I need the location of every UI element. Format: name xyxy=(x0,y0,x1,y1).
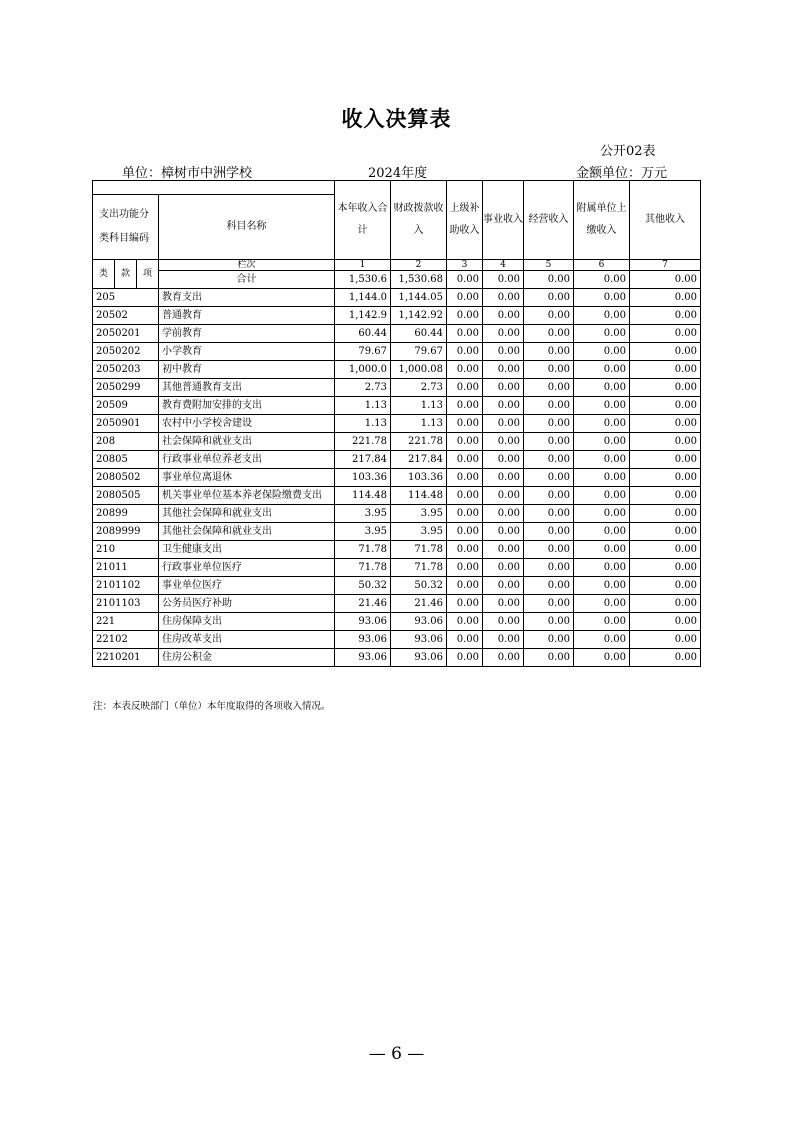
row-name: 其他社会保障和就业支出 xyxy=(159,505,335,523)
row-value: 0.00 xyxy=(447,343,483,361)
row-value: 0.00 xyxy=(483,289,524,307)
footnote: 注：本表反映部门（单位）本年度取得的各项收入情况。 xyxy=(93,701,331,712)
row-value: 0.00 xyxy=(483,361,524,379)
header-n3: 3 xyxy=(447,260,483,271)
row-value: 0.00 xyxy=(447,379,483,397)
row-code: 2050299 xyxy=(93,379,159,397)
row-value: 1,142.92 xyxy=(391,307,447,325)
row-value: 0.00 xyxy=(630,631,701,649)
row-value: 0.00 xyxy=(524,649,574,667)
row-value: 217.84 xyxy=(335,451,391,469)
row-name: 其他普通教育支出 xyxy=(159,379,335,397)
row-value: 0.00 xyxy=(483,649,524,667)
row-name: 初中教育 xyxy=(159,361,335,379)
row-value: 0.00 xyxy=(574,523,630,541)
row-value: 0.00 xyxy=(524,343,574,361)
header-index-row xyxy=(93,260,701,271)
row-value: 0.00 xyxy=(524,523,574,541)
row-value: 0.00 xyxy=(524,577,574,595)
row-value: 1,144.0 xyxy=(335,289,391,307)
row-name: 社会保障和就业支出 xyxy=(159,433,335,451)
page-title: 收入决算表 xyxy=(341,106,452,131)
row-value: 0.00 xyxy=(630,361,701,379)
row-value: 0.00 xyxy=(630,523,701,541)
row-value: 0.00 xyxy=(447,559,483,577)
table-row xyxy=(93,325,701,343)
row-value: 1.13 xyxy=(335,415,391,433)
row-value: 217.84 xyxy=(391,451,447,469)
row-name: 事业单位离退休 xyxy=(159,469,335,487)
row-code: 22102 xyxy=(93,631,159,649)
row-value: 0.00 xyxy=(574,631,630,649)
row-value: 0.00 xyxy=(447,361,483,379)
total-value: 1,530.68 xyxy=(391,271,447,289)
row-value: 0.00 xyxy=(524,559,574,577)
row-value: 0.00 xyxy=(574,325,630,343)
row-value: 0.00 xyxy=(447,307,483,325)
row-name: 学前教育 xyxy=(159,325,335,343)
row-code: 20502 xyxy=(93,307,159,325)
row-value: 0.00 xyxy=(574,577,630,595)
row-name: 教育费附加安排的支出 xyxy=(159,397,335,415)
row-value: 0.00 xyxy=(630,559,701,577)
table-row xyxy=(93,613,701,631)
row-value: 0.00 xyxy=(630,577,701,595)
table-row xyxy=(93,415,701,433)
row-value: 0.00 xyxy=(574,433,630,451)
row-value: 0.00 xyxy=(630,487,701,505)
row-code: 208 xyxy=(93,433,159,451)
row-value: 93.06 xyxy=(391,631,447,649)
row-value: 0.00 xyxy=(483,343,524,361)
row-value: 0.00 xyxy=(483,469,524,487)
row-value: 0.00 xyxy=(630,649,701,667)
row-value: 0.00 xyxy=(447,325,483,343)
total-row xyxy=(93,271,701,289)
row-value: 0.00 xyxy=(574,613,630,631)
row-name: 住房保障支出 xyxy=(159,613,335,631)
table-row xyxy=(93,541,701,559)
row-value: 0.00 xyxy=(574,469,630,487)
row-value: 0.00 xyxy=(630,415,701,433)
header-n4: 4 xyxy=(483,260,524,271)
row-value: 0.00 xyxy=(483,451,524,469)
row-value: 0.00 xyxy=(630,433,701,451)
header-col1: 本年收入合计 xyxy=(335,181,391,260)
row-value: 1.13 xyxy=(391,397,447,415)
row-value: 0.00 xyxy=(524,433,574,451)
header-n5: 5 xyxy=(524,260,574,271)
row-value: 0.00 xyxy=(574,397,630,415)
unit-label: 单位：樟树市中洲学校 xyxy=(122,166,253,181)
row-value: 0.00 xyxy=(524,415,574,433)
amount-unit-label: 金额单位：万元 xyxy=(576,166,668,181)
row-value: 0.00 xyxy=(630,289,701,307)
row-value: 0.00 xyxy=(524,487,574,505)
row-value: 0.00 xyxy=(524,451,574,469)
row-value: 0.00 xyxy=(630,307,701,325)
total-value: 0.00 xyxy=(524,271,574,289)
row-value: 1.13 xyxy=(391,415,447,433)
row-name: 卫生健康支出 xyxy=(159,541,335,559)
total-value: 0.00 xyxy=(574,271,630,289)
row-value: 0.00 xyxy=(524,595,574,613)
row-value: 0.00 xyxy=(483,523,524,541)
row-value: 0.00 xyxy=(524,361,574,379)
row-name: 行政事业单位医疗 xyxy=(159,559,335,577)
table-row xyxy=(93,433,701,451)
row-value: 221.78 xyxy=(391,433,447,451)
row-value: 0.00 xyxy=(483,631,524,649)
row-value: 0.00 xyxy=(574,379,630,397)
header-col2: 财政拨款收入 xyxy=(391,181,447,260)
row-value: 0.00 xyxy=(483,505,524,523)
table-row xyxy=(93,289,701,307)
table-row xyxy=(93,469,701,487)
row-value: 0.00 xyxy=(524,379,574,397)
row-value: 0.00 xyxy=(574,307,630,325)
header-col4: 事业收入 xyxy=(483,181,524,260)
row-value: 0.00 xyxy=(447,289,483,307)
year-label: 2024年度 xyxy=(368,166,428,181)
row-name: 机关事业单位基本养老保险缴费支出 xyxy=(159,487,335,505)
row-name: 住房改革支出 xyxy=(159,631,335,649)
row-value: 0.00 xyxy=(447,631,483,649)
total-value: 0.00 xyxy=(483,271,524,289)
header-col7: 其他收入 xyxy=(630,181,701,260)
row-value: 0.00 xyxy=(574,361,630,379)
row-code: 2089999 xyxy=(93,523,159,541)
row-value: 0.00 xyxy=(524,469,574,487)
row-code: 2101103 xyxy=(93,595,159,613)
page-number: — 6 — xyxy=(368,1044,425,1064)
row-value: 0.00 xyxy=(524,397,574,415)
row-value: 93.06 xyxy=(391,613,447,631)
row-code: 2080505 xyxy=(93,487,159,505)
row-value: 21.46 xyxy=(335,595,391,613)
row-value: 50.32 xyxy=(335,577,391,595)
header-lanci: 栏次 xyxy=(159,260,335,271)
row-value: 0.00 xyxy=(447,523,483,541)
row-code: 2050202 xyxy=(93,343,159,361)
row-value: 79.67 xyxy=(391,343,447,361)
row-value: 0.00 xyxy=(447,433,483,451)
header-col6: 附属单位上缴收入 xyxy=(574,181,630,260)
row-value: 93.06 xyxy=(335,649,391,667)
row-value: 0.00 xyxy=(574,649,630,667)
table-row xyxy=(93,577,701,595)
table-row xyxy=(93,631,701,649)
row-name: 农村中小学校舍建设 xyxy=(159,415,335,433)
row-value: 0.00 xyxy=(574,343,630,361)
row-value: 0.00 xyxy=(630,343,701,361)
income-table xyxy=(92,180,701,667)
row-value: 114.48 xyxy=(391,487,447,505)
row-value: 0.00 xyxy=(447,541,483,559)
row-code: 221 xyxy=(93,613,159,631)
row-value: 0.00 xyxy=(483,559,524,577)
row-name: 普通教育 xyxy=(159,307,335,325)
table-row xyxy=(93,379,701,397)
row-value: 0.00 xyxy=(483,325,524,343)
row-value: 0.00 xyxy=(447,487,483,505)
row-value: 221.78 xyxy=(335,433,391,451)
table-row xyxy=(93,559,701,577)
row-value: 114.48 xyxy=(335,487,391,505)
header-lei: 类 xyxy=(93,260,115,289)
row-value: 0.00 xyxy=(483,541,524,559)
row-value: 0.00 xyxy=(447,613,483,631)
row-value: 0.00 xyxy=(524,505,574,523)
row-name: 小学教育 xyxy=(159,343,335,361)
row-value: 3.95 xyxy=(335,523,391,541)
row-value: 0.00 xyxy=(447,577,483,595)
row-value: 103.36 xyxy=(391,469,447,487)
row-value: 0.00 xyxy=(630,397,701,415)
row-value: 0.00 xyxy=(574,595,630,613)
row-value: 93.06 xyxy=(391,649,447,667)
row-value: 0.00 xyxy=(483,379,524,397)
table-row xyxy=(93,307,701,325)
table-row xyxy=(93,361,701,379)
row-code: 2050203 xyxy=(93,361,159,379)
row-value: 0.00 xyxy=(447,469,483,487)
row-code: 20805 xyxy=(93,451,159,469)
row-value: 0.00 xyxy=(524,631,574,649)
row-value: 0.00 xyxy=(524,325,574,343)
row-code: 205 xyxy=(93,289,159,307)
row-code: 21011 xyxy=(93,559,159,577)
row-value: 1,000.0 xyxy=(335,361,391,379)
row-value: 0.00 xyxy=(483,433,524,451)
row-value: 0.00 xyxy=(524,541,574,559)
row-code: 210 xyxy=(93,541,159,559)
row-name: 其他社会保障和就业支出 xyxy=(159,523,335,541)
table-row xyxy=(93,343,701,361)
row-value: 0.00 xyxy=(483,307,524,325)
row-value: 0.00 xyxy=(574,415,630,433)
row-value: 0.00 xyxy=(447,415,483,433)
row-code: 2210201 xyxy=(93,649,159,667)
row-value: 0.00 xyxy=(447,649,483,667)
row-value: 93.06 xyxy=(335,631,391,649)
header-n2: 2 xyxy=(391,260,447,271)
table-row xyxy=(93,523,701,541)
row-value: 93.06 xyxy=(335,613,391,631)
row-value: 0.00 xyxy=(447,505,483,523)
row-code: 20899 xyxy=(93,505,159,523)
table-row xyxy=(93,595,701,613)
row-value: 0.00 xyxy=(483,415,524,433)
table-row xyxy=(93,649,701,667)
header-n6: 6 xyxy=(574,260,630,271)
total-value: 1,530.6 xyxy=(335,271,391,289)
row-name: 行政事业单位养老支出 xyxy=(159,451,335,469)
row-value: 0.00 xyxy=(630,451,701,469)
row-value: 0.00 xyxy=(483,397,524,415)
row-value: 0.00 xyxy=(630,469,701,487)
total-value: 0.00 xyxy=(630,271,701,289)
header-col5: 经营收入 xyxy=(524,181,574,260)
row-value: 0.00 xyxy=(447,451,483,469)
row-value: 0.00 xyxy=(630,325,701,343)
row-value: 0.00 xyxy=(630,613,701,631)
row-value: 0.00 xyxy=(630,379,701,397)
total-value: 0.00 xyxy=(447,271,483,289)
total-label: 合计 xyxy=(159,271,335,289)
header-n7: 7 xyxy=(630,260,701,271)
row-value: 50.32 xyxy=(391,577,447,595)
row-value: 3.95 xyxy=(391,505,447,523)
row-value: 0.00 xyxy=(574,559,630,577)
table-row xyxy=(93,397,701,415)
row-name: 教育支出 xyxy=(159,289,335,307)
row-value: 0.00 xyxy=(524,289,574,307)
header-name: 科目名称 xyxy=(159,195,335,260)
row-value: 1,142.9 xyxy=(335,307,391,325)
row-value: 0.00 xyxy=(574,451,630,469)
row-value: 1.13 xyxy=(335,397,391,415)
header-n1: 1 xyxy=(335,260,391,271)
row-value: 0.00 xyxy=(574,487,630,505)
table-row xyxy=(93,451,701,469)
header-xiang: 项 xyxy=(137,260,159,289)
header-col3: 上级补助收入 xyxy=(447,181,483,260)
row-value: 0.00 xyxy=(483,595,524,613)
table-row xyxy=(93,505,701,523)
row-value: 71.78 xyxy=(335,559,391,577)
header-kuan: 款 xyxy=(115,260,137,289)
row-value: 0.00 xyxy=(630,541,701,559)
row-value: 79.67 xyxy=(335,343,391,361)
row-code: 2050901 xyxy=(93,415,159,433)
row-value: 0.00 xyxy=(574,289,630,307)
row-value: 0.00 xyxy=(574,541,630,559)
row-value: 71.78 xyxy=(391,559,447,577)
row-value: 3.95 xyxy=(335,505,391,523)
row-code: 2101102 xyxy=(93,577,159,595)
row-code: 20509 xyxy=(93,397,159,415)
row-value: 103.36 xyxy=(335,469,391,487)
row-value: 1,144.05 xyxy=(391,289,447,307)
row-code: 2080502 xyxy=(93,469,159,487)
row-value: 0.00 xyxy=(524,307,574,325)
row-value: 71.78 xyxy=(335,541,391,559)
table-row xyxy=(93,487,701,505)
row-value: 0.00 xyxy=(630,595,701,613)
row-code: 2050201 xyxy=(93,325,159,343)
row-value: 2.73 xyxy=(391,379,447,397)
row-value: 71.78 xyxy=(391,541,447,559)
row-value: 60.44 xyxy=(391,325,447,343)
row-name: 事业单位医疗 xyxy=(159,577,335,595)
row-value: 3.95 xyxy=(391,523,447,541)
row-value: 0.00 xyxy=(574,505,630,523)
row-value: 1,000.08 xyxy=(391,361,447,379)
row-value: 2.73 xyxy=(335,379,391,397)
row-name: 公务员医疗补助 xyxy=(159,595,335,613)
header-func-code: 支出功能分类科目编码 xyxy=(93,195,159,260)
row-value: 0.00 xyxy=(524,613,574,631)
row-value: 0.00 xyxy=(483,577,524,595)
row-value: 0.00 xyxy=(630,505,701,523)
row-name: 住房公积金 xyxy=(159,649,335,667)
form-number: 公开02表 xyxy=(600,144,656,159)
row-value: 0.00 xyxy=(447,397,483,415)
row-value: 60.44 xyxy=(335,325,391,343)
header-top-row xyxy=(93,181,701,195)
row-value: 0.00 xyxy=(447,595,483,613)
row-value: 0.00 xyxy=(483,613,524,631)
row-value: 0.00 xyxy=(483,487,524,505)
row-value: 21.46 xyxy=(391,595,447,613)
